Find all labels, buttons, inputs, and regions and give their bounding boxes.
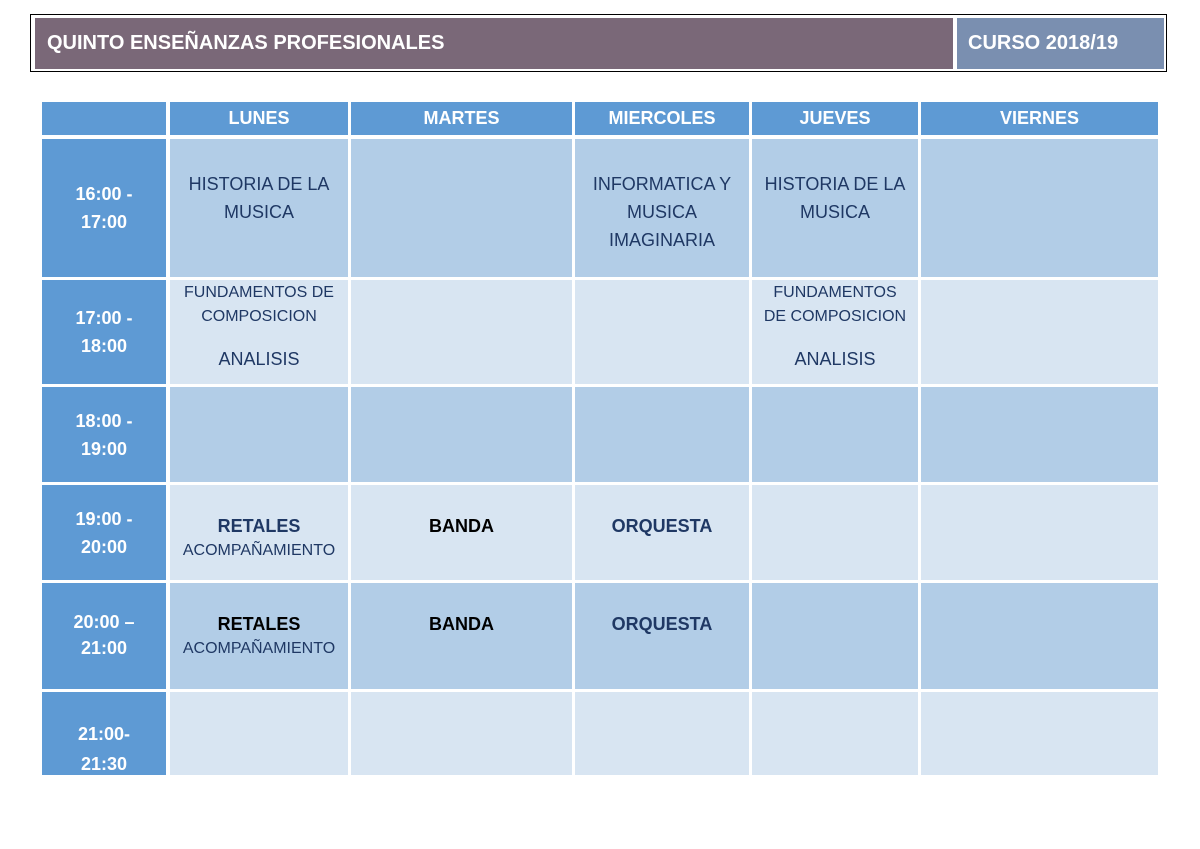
subject-line: MUSICA [223, 202, 294, 222]
time-cell-6 [42, 692, 166, 775]
subject-line: MUSICA [799, 202, 870, 222]
slot-r6-martes [351, 692, 572, 775]
subject-line: FUNDAMENTOS DE [184, 284, 334, 301]
slot-r2-viernes [921, 280, 1158, 384]
slot-r6-lunes [170, 692, 348, 775]
slot-r6-viernes [921, 692, 1158, 775]
time-start: 16:00 - [75, 184, 133, 204]
time-end: 21:00 [80, 638, 128, 658]
slot-r1-viernes [921, 139, 1158, 277]
slot-r1-miercoles [575, 139, 749, 277]
slot-r5-martes [351, 583, 572, 689]
time-start: 21:00- [77, 724, 131, 744]
slot-r5-viernes [921, 583, 1158, 689]
time-end: 19:00 [80, 438, 128, 459]
subject-title: ORQUESTA [611, 614, 713, 634]
time-start: 18:00 - [75, 410, 133, 431]
slot-r5-lunes [170, 583, 348, 689]
subject-line: DE COMPOSICION [763, 308, 907, 325]
time-cell-5 [42, 583, 166, 689]
time-end: 20:00 [80, 536, 128, 557]
time-end: 21:30 [80, 754, 128, 774]
slot-r1-martes [351, 139, 572, 277]
slot-r3-lunes [170, 387, 348, 482]
subject-line: INFORMATICA Y [592, 174, 732, 194]
slot-r4-jueves [752, 485, 918, 580]
subject-line: ANALISIS [794, 349, 876, 369]
time-cell-3 [42, 387, 166, 482]
time-start: 17:00 - [75, 308, 133, 328]
time-end: 18:00 [80, 336, 128, 356]
slot-r2-miercoles [575, 280, 749, 384]
subject-title: RETALES [217, 614, 301, 634]
slot-r1-lunes [170, 139, 348, 277]
day-header-lunes: LUNES [170, 102, 348, 135]
slot-r4-miercoles [575, 485, 749, 580]
slot-r4-lunes [170, 485, 348, 580]
slot-r3-miercoles [575, 387, 749, 482]
corner-header-cell [42, 102, 166, 135]
time-start: 20:00 – [73, 612, 135, 632]
time-start: 19:00 - [75, 508, 133, 529]
time-cell-4 [42, 485, 166, 580]
course-year: CURSO 2018/19 [957, 18, 1164, 69]
slot-r3-martes [351, 387, 572, 482]
time-cell-2 [42, 280, 166, 384]
subject-line: IMAGINARIA [608, 230, 715, 250]
subject-title: BANDA [429, 614, 494, 634]
day-header-miercoles: MIERCOLES [575, 102, 749, 135]
subject-line: HISTORIA DE LA [764, 174, 906, 194]
slot-r1-jueves [752, 139, 918, 277]
subject-title: ORQUESTA [611, 516, 713, 536]
slot-r3-jueves [752, 387, 918, 482]
page-title: QUINTO ENSEÑANZAS PROFESIONALES [35, 18, 953, 69]
subject-subtitle: ACOMPAÑAMIENTO [182, 640, 336, 657]
day-header-martes: MARTES [351, 102, 572, 135]
slot-r3-viernes [921, 387, 1158, 482]
subject-title: RETALES [217, 516, 301, 536]
subject-line: ANALISIS [218, 349, 300, 369]
slot-r2-jueves [752, 280, 918, 384]
time-end: 17:00 [80, 212, 128, 232]
day-header-viernes: VIERNES [921, 102, 1158, 135]
slot-r4-martes [351, 485, 572, 580]
slot-r6-miercoles [575, 692, 749, 775]
time-cell-1 [42, 139, 166, 277]
slot-r5-jueves [752, 583, 918, 689]
subject-line: FUNDAMENTOS [773, 284, 897, 301]
subject-line: COMPOSICION [201, 308, 317, 325]
subject-line: MUSICA [626, 202, 697, 222]
slot-r5-miercoles [575, 583, 749, 689]
slot-r2-lunes [170, 280, 348, 384]
subject-subtitle: ACOMPAÑAMIENTO [182, 542, 336, 559]
subject-line: HISTORIA DE LA [188, 174, 330, 194]
slot-r4-viernes [921, 485, 1158, 580]
slot-r6-jueves [752, 692, 918, 775]
subject-title: BANDA [429, 516, 494, 536]
slot-r2-martes [351, 280, 572, 384]
day-header-jueves: JUEVES [752, 102, 918, 135]
